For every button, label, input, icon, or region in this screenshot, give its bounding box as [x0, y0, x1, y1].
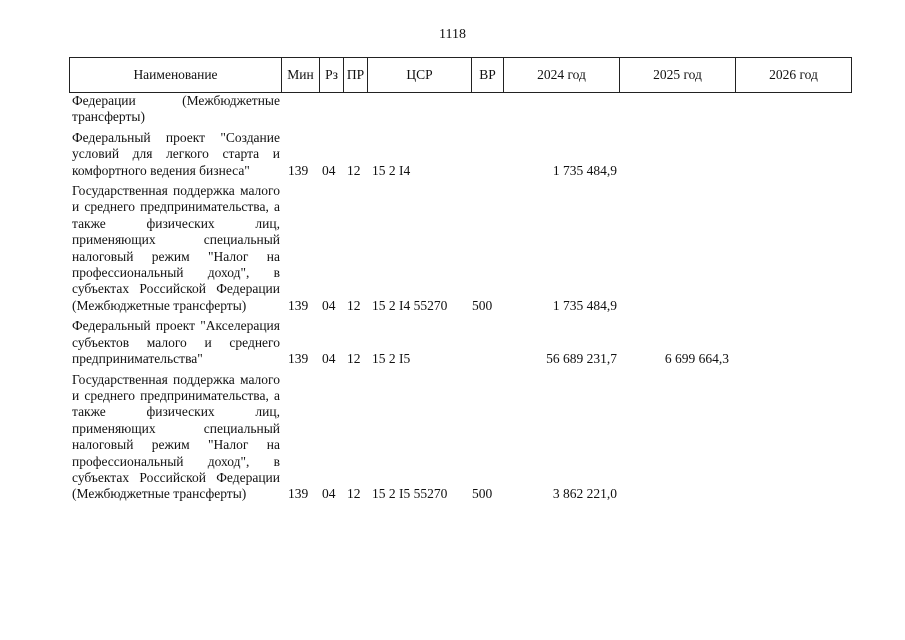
row-2024: 1 735 484,9 [552, 162, 617, 178]
row-vr: 500 [472, 486, 493, 502]
header-rz: Рз [320, 58, 344, 93]
row-pr: 12 [347, 351, 361, 367]
row-rz: 04 [322, 297, 336, 313]
table-row [69, 93, 859, 126]
row-rz: 04 [322, 351, 336, 367]
row-rz: 04 [322, 486, 336, 502]
row-csr: 15 2 I4 55270 [372, 297, 448, 313]
table-row [69, 372, 859, 503]
row-min: 139 [288, 351, 309, 367]
table-row [69, 318, 859, 367]
page-number: 1118 [439, 27, 466, 42]
row-min: 139 [288, 486, 309, 502]
row-csr: 15 2 I4 [372, 162, 411, 178]
header-2025: 2025 год [620, 58, 736, 93]
row-name: Федеральный проект "Акселерация субъектов малого и среднего предпринимательства" [72, 318, 280, 367]
row-min: 139 [288, 297, 309, 313]
row-2024: 56 689 231,7 [546, 351, 617, 367]
header-csr: ЦСР [368, 58, 472, 93]
header-2024: 2024 год [504, 58, 620, 93]
table-header [69, 57, 852, 93]
row-pr: 12 [347, 486, 361, 502]
row-name: Федеральный проект "Создание условий для легкого старта и комфортного ведения бизнеса" [72, 129, 280, 178]
header-name: Наименование [70, 58, 282, 93]
row-vr: 500 [472, 297, 493, 313]
header-vr: ВР [472, 58, 504, 93]
row-name: Государственная поддержка малого и среднего предпринимательства, а также физических лиц, применяющих специальный налоговый режим "Налог на профессиональный доход", в субъектах Российской Федерации (Межбюджетные трансферты) [72, 183, 280, 313]
table-row [69, 130, 859, 179]
row-2025: 6 699 664,3 [664, 351, 729, 367]
header-2026: 2026 год [736, 58, 852, 93]
row-2024: 3 862 221,0 [552, 486, 617, 502]
row-2024: 1 735 484,9 [552, 297, 617, 313]
row-min: 139 [288, 162, 309, 178]
row-pr: 12 [347, 162, 361, 178]
row-csr: 15 2 I5 55270 [372, 486, 448, 502]
header-min: Мин [282, 58, 320, 93]
table-body [69, 93, 859, 507]
row-rz: 04 [322, 162, 336, 178]
row-name: Федерации (Межбюджетные трансферты) [72, 93, 280, 125]
row-name: Государственная поддержка малого и среднего предпринимательства, а также физических лиц, применяющих специальный налоговый режим "Налог на профессиональный доход", в субъектах Российской Федерации (Межбюджетные трансферты) [72, 371, 280, 502]
row-pr: 12 [347, 297, 361, 313]
row-csr: 15 2 I5 [372, 351, 411, 367]
header-pr: ПР [344, 58, 368, 93]
table-row [69, 183, 859, 314]
